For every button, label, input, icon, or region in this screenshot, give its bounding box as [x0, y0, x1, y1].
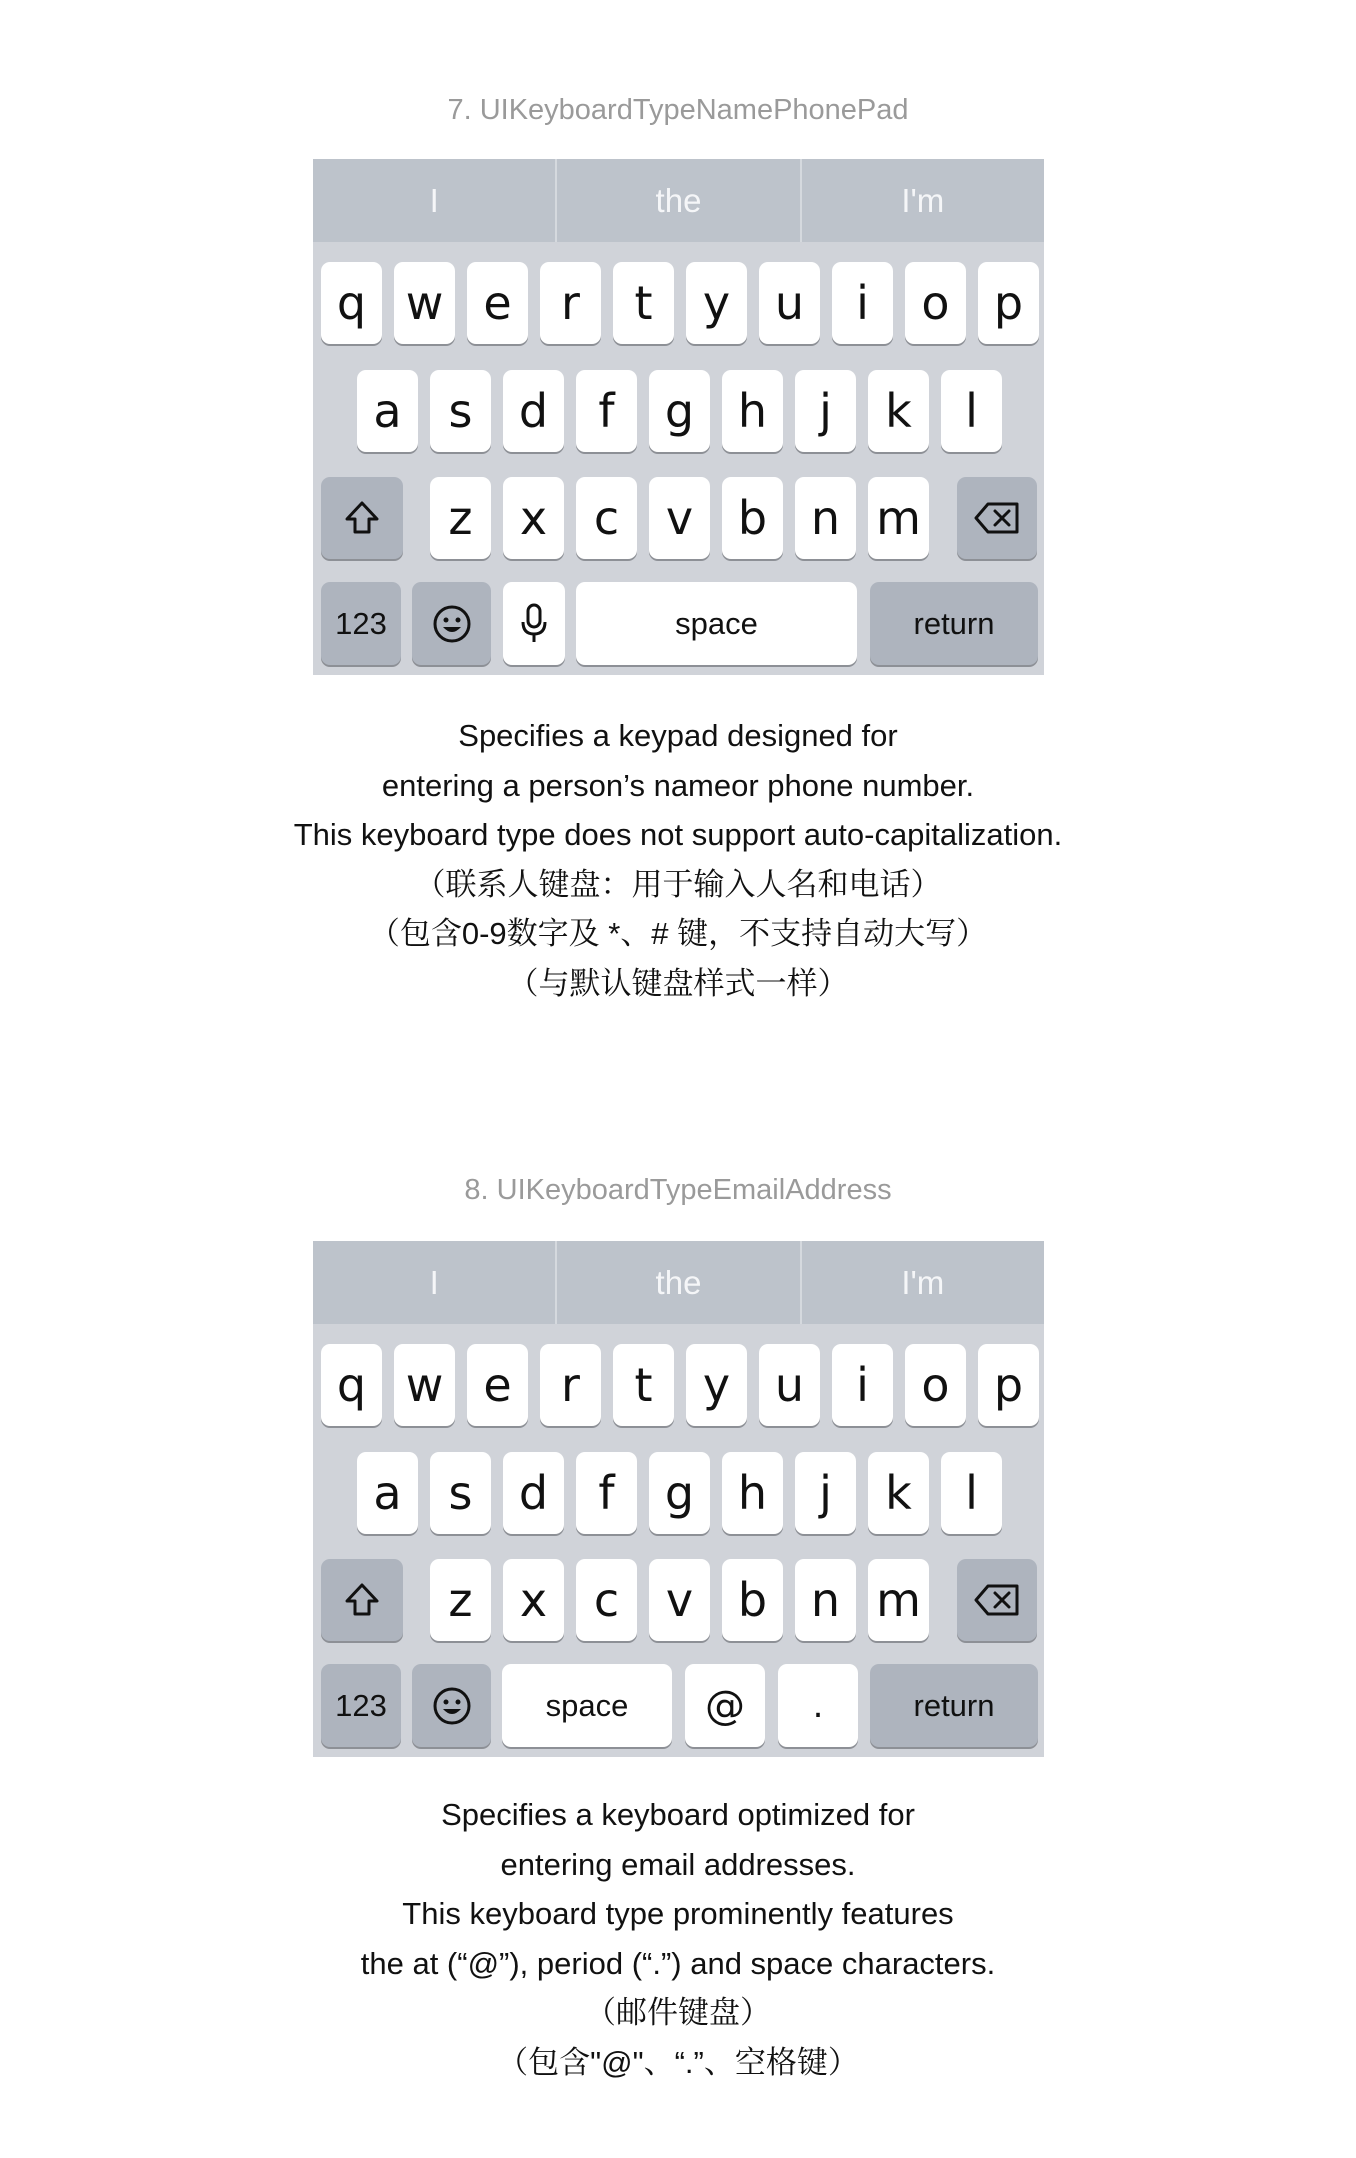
section-title-email-address: 8. UIKeyboardTypeEmailAddress	[464, 1174, 892, 1206]
key-e[interactable]: e	[467, 1344, 528, 1426]
delete-icon	[973, 1583, 1021, 1617]
delete-icon	[973, 501, 1021, 535]
description-name-phone-pad	[0, 711, 1356, 1008]
key-z[interactable]: z	[430, 477, 491, 559]
key-h[interactable]: h	[722, 370, 783, 452]
return-key[interactable]: return	[870, 582, 1038, 665]
shift-icon	[342, 1580, 382, 1620]
key-b[interactable]: b	[722, 477, 783, 559]
key-w[interactable]: w	[394, 1344, 455, 1426]
delete-key[interactable]	[957, 1559, 1037, 1641]
microphone-icon	[519, 602, 549, 646]
shift-icon	[342, 498, 382, 538]
description-line: the at (“@”), period (“.”) and space characters.	[360, 1945, 996, 1981]
key-o[interactable]: o	[905, 1344, 966, 1426]
at-key[interactable]: @	[685, 1664, 765, 1747]
key-g[interactable]: g	[649, 1452, 710, 1534]
emoji-key[interactable]	[412, 1664, 491, 1747]
key-f[interactable]: f	[576, 370, 637, 452]
suggestion-item[interactable]: I	[429, 181, 439, 219]
key-d[interactable]: d	[503, 370, 564, 452]
suggestion-item[interactable]: I'm	[800, 159, 1044, 242]
key-r[interactable]: r	[540, 1344, 601, 1426]
key-v[interactable]: v	[649, 477, 710, 559]
key-u[interactable]: u	[759, 262, 820, 344]
key-w[interactable]: w	[394, 262, 455, 344]
key-q[interactable]: q	[321, 1344, 382, 1426]
return-key[interactable]: return	[870, 1664, 1038, 1747]
key-p[interactable]: p	[978, 262, 1039, 344]
description-line: Specifies a keyboard optimized for	[441, 1797, 915, 1832]
emoji-icon	[431, 1685, 473, 1727]
dictation-key[interactable]	[503, 582, 565, 665]
key-r[interactable]: r	[540, 262, 601, 344]
space-key[interactable]: space	[576, 582, 857, 665]
key-y[interactable]: y	[686, 1344, 747, 1426]
delete-key[interactable]	[957, 477, 1037, 559]
key-k[interactable]: k	[868, 370, 929, 452]
key-z[interactable]: z	[430, 1559, 491, 1641]
key-k[interactable]: k	[868, 1452, 929, 1534]
key-a[interactable]: a	[357, 370, 418, 452]
keyboard-name-phone-pad	[313, 159, 1044, 675]
key-q[interactable]: q	[321, 262, 382, 344]
suggestion-bar	[313, 159, 1044, 242]
description-line: （包含0-9数字及 *、# 键，不支持自动大写）	[368, 916, 988, 951]
key-e[interactable]: e	[467, 262, 528, 344]
key-j[interactable]: j	[795, 1452, 856, 1534]
key-d[interactable]: d	[503, 1452, 564, 1534]
key-i[interactable]: i	[832, 262, 893, 344]
key-p[interactable]: p	[978, 1344, 1039, 1426]
key-c[interactable]: c	[576, 477, 637, 559]
emoji-key[interactable]	[412, 582, 491, 665]
suggestion-item[interactable]: the	[555, 159, 799, 242]
key-m[interactable]: m	[868, 1559, 929, 1641]
description-line: （邮件键盘）	[585, 1995, 771, 2030]
section-title-name-phone-pad: 7. UIKeyboardTypeNamePhonePad	[447, 94, 909, 126]
key-j[interactable]: j	[795, 370, 856, 452]
space-key[interactable]: space	[502, 1664, 672, 1747]
key-t[interactable]: t	[613, 262, 674, 344]
key-f[interactable]: f	[576, 1452, 637, 1534]
description-line: entering email addresses.	[500, 1846, 856, 1882]
description-line: Specifies a keypad designed for	[458, 718, 898, 753]
key-i[interactable]: i	[832, 1344, 893, 1426]
period-key[interactable]: .	[778, 1664, 858, 1747]
key-x[interactable]: x	[503, 1559, 564, 1641]
keyboard-email-address	[313, 1241, 1044, 1757]
description-line: （包含"@"、“.”、空格键）	[497, 2044, 859, 2080]
suggestion-item[interactable]: the	[555, 1241, 799, 1324]
suggestion-item[interactable]: I'm	[800, 1241, 1044, 1324]
description-email-address	[0, 1790, 1356, 2087]
description-line: entering a person’s nameor phone number.	[381, 767, 975, 803]
key-u[interactable]: u	[759, 1344, 820, 1426]
shift-key[interactable]	[321, 477, 403, 559]
shift-key[interactable]	[321, 1559, 403, 1641]
key-s[interactable]: s	[430, 370, 491, 452]
suggestion-bar	[313, 1241, 1044, 1324]
suggestion-item[interactable]: I	[429, 1263, 439, 1301]
description-line: This keyboard type does not support auto-capitalization.	[293, 817, 1063, 852]
description-line: （与默认键盘样式一样）	[507, 965, 849, 1001]
key-s[interactable]: s	[430, 1452, 491, 1534]
key-x[interactable]: x	[503, 477, 564, 559]
key-y[interactable]: y	[686, 262, 747, 344]
description-line: This keyboard type prominently features	[402, 1896, 954, 1931]
key-c[interactable]: c	[576, 1559, 637, 1641]
description-line: （联系人键盘：用于输入人名和电话）	[414, 866, 942, 902]
key-g[interactable]: g	[649, 370, 710, 452]
numbers-key[interactable]: 123	[321, 1664, 401, 1747]
key-l[interactable]: l	[941, 370, 1002, 452]
key-l[interactable]: l	[941, 1452, 1002, 1534]
key-n[interactable]: n	[795, 477, 856, 559]
key-m[interactable]: m	[868, 477, 929, 559]
key-o[interactable]: o	[905, 262, 966, 344]
emoji-icon	[431, 603, 473, 645]
key-a[interactable]: a	[357, 1452, 418, 1534]
key-n[interactable]: n	[795, 1559, 856, 1641]
key-t[interactable]: t	[613, 1344, 674, 1426]
key-v[interactable]: v	[649, 1559, 710, 1641]
numbers-key[interactable]: 123	[321, 582, 401, 665]
key-b[interactable]: b	[722, 1559, 783, 1641]
key-h[interactable]: h	[722, 1452, 783, 1534]
